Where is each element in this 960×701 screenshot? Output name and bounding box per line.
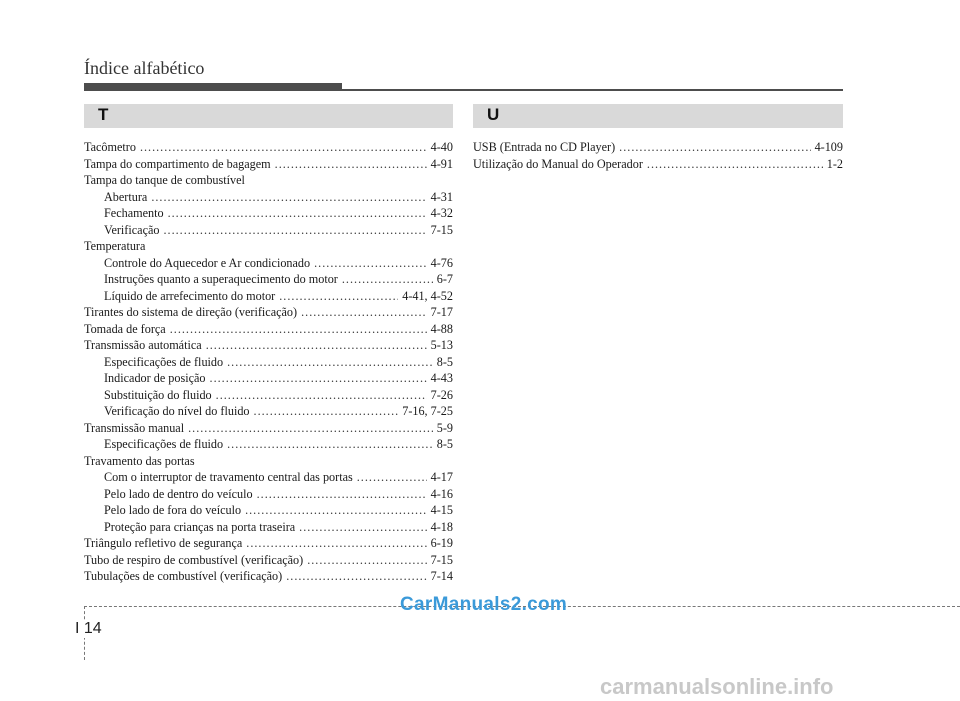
index-entry <box>84 553 453 570</box>
section-letter-u: U <box>487 105 500 124</box>
index-page-ref: 5-9 <box>436 420 453 435</box>
index-term: Tampa do compartimento de bagagem <box>84 156 271 171</box>
dot-leader <box>188 421 433 436</box>
index-term: Tampa do tanque de combustível <box>84 173 245 187</box>
dot-leader <box>342 272 433 287</box>
index-page-ref: 4-17 <box>430 470 453 484</box>
page-title: Índice alfabético <box>84 58 205 78</box>
index-subentry <box>84 404 453 421</box>
index-term: Fechamento <box>104 206 164 220</box>
index-page-ref: 7-15 <box>430 552 453 567</box>
index-entry <box>84 322 453 339</box>
index-subentry <box>84 388 453 405</box>
dot-leader <box>619 140 810 155</box>
index-entry <box>84 157 453 174</box>
index-page-ref: 4-32 <box>430 206 453 220</box>
dot-leader <box>227 355 433 370</box>
index-subentry <box>84 256 453 273</box>
dot-leader <box>163 223 426 238</box>
index-page-ref: 4-76 <box>430 255 453 270</box>
index-term: Transmissão manual <box>84 420 185 435</box>
dot-leader <box>647 157 823 172</box>
dot-leader <box>257 487 427 502</box>
dot-leader <box>314 256 427 271</box>
dot-leader <box>140 140 427 155</box>
index-subentry <box>84 371 453 388</box>
index-page-ref: 4-31 <box>430 189 453 204</box>
index-term: Proteção para crianças na porta traseira <box>104 519 296 534</box>
index-term: Tacômetro <box>84 140 136 154</box>
index-subentry <box>84 437 453 454</box>
header-rule <box>342 89 843 91</box>
index-entry <box>84 338 453 355</box>
dot-leader <box>286 569 426 584</box>
index-term: Com o interruptor de travamento central das portas <box>104 470 353 484</box>
index-term: USB (Entrada no CD Player) <box>473 140 616 154</box>
index-page-ref: 4-41, 4-52 <box>402 288 453 303</box>
dot-leader <box>227 437 433 452</box>
index-entry <box>84 239 453 256</box>
dot-leader <box>254 404 399 419</box>
dot-leader <box>279 289 398 304</box>
section-letter-t: T <box>98 105 109 124</box>
dot-leader <box>216 388 427 403</box>
dot-leader <box>170 322 427 337</box>
page-number: I 14 <box>75 620 102 637</box>
index-entry <box>84 305 453 322</box>
index-entry <box>84 569 453 586</box>
index-term: Verificação <box>104 222 160 237</box>
index-term: Tubo de respiro de combustível (verificação) <box>84 552 304 567</box>
index-page-ref: 4-16 <box>430 486 453 501</box>
dot-leader <box>245 503 427 518</box>
index-term: Pelo lado de fora do veículo <box>104 503 242 517</box>
header-bar <box>84 83 342 91</box>
index-entry <box>84 454 453 471</box>
index-page-ref: 7-14 <box>430 569 453 583</box>
index-term: Utilização do Manual do Operador <box>473 156 643 171</box>
dot-leader <box>357 470 427 485</box>
section-header-u <box>473 104 843 128</box>
index-page-ref: 7-26 <box>430 387 453 402</box>
index-term: Especificações de fluido <box>104 354 224 369</box>
index-entry <box>84 173 453 190</box>
index-entry <box>473 157 843 174</box>
index-subentry <box>84 520 453 537</box>
index-term: Transmissão automática <box>84 338 202 352</box>
index-entry <box>84 536 453 553</box>
dot-leader <box>301 305 427 320</box>
index-page-ref: 7-15 <box>430 222 453 237</box>
index-page-ref: 1-2 <box>826 156 843 171</box>
dot-leader <box>307 553 426 568</box>
index-subentry <box>84 190 453 207</box>
dot-leader <box>299 520 426 535</box>
index-term: Pelo lado de dentro do veículo <box>104 486 253 501</box>
index-page-ref: 4-88 <box>430 321 453 336</box>
index-term: Líquido de arrefecimento do motor <box>104 288 276 303</box>
index-page-ref: 6-19 <box>430 536 453 550</box>
index-page-ref: 5-13 <box>430 338 453 352</box>
index-term: Controle do Aquecedor e Ar condicionado <box>104 255 311 270</box>
index-page-ref: 4-109 <box>814 140 843 154</box>
dot-leader <box>151 190 426 205</box>
index-entry <box>84 140 453 157</box>
dot-leader <box>275 157 427 172</box>
index-page-ref: 4-91 <box>430 156 453 171</box>
index-entry <box>84 421 453 438</box>
index-term: Travamento das portas <box>84 453 195 468</box>
index-page-ref: 4-18 <box>430 519 453 534</box>
index-term: Triângulo refletivo de segurança <box>84 536 243 550</box>
index-entry <box>473 140 843 157</box>
index-term: Tubulações de combustível (verificação) <box>84 569 283 583</box>
index-term: Instruções quanto a superaquecimento do motor <box>104 272 338 286</box>
dot-leader <box>168 206 427 221</box>
index-term: Temperatura <box>84 239 146 253</box>
index-page-ref: 6-7 <box>436 272 453 286</box>
index-column-left <box>84 140 453 586</box>
index-subentry <box>84 355 453 372</box>
index-term: Especificações de fluido <box>104 437 224 451</box>
index-page-ref: 4-43 <box>430 371 453 385</box>
dot-leader <box>246 536 426 551</box>
index-term: Tomada de força <box>84 321 166 336</box>
index-subentry <box>84 223 453 240</box>
index-term: Indicador de posição <box>104 371 206 385</box>
index-term: Substituição do fluido <box>104 387 212 402</box>
index-subentry <box>84 487 453 504</box>
index-subentry <box>84 272 453 289</box>
watermark-link[interactable]: CarManuals2.com <box>400 594 568 615</box>
index-page-ref: 4-15 <box>430 503 453 517</box>
index-term: Abertura <box>104 189 148 204</box>
watermark-footer: carmanualsonline.info <box>600 674 834 699</box>
dot-leader <box>206 338 427 353</box>
index-page-ref: 7-16, 7-25 <box>402 404 453 418</box>
index-page-ref: 4-40 <box>430 140 453 154</box>
index-subentry <box>84 503 453 520</box>
index-column-right <box>473 140 843 173</box>
index-page-ref: 7-17 <box>430 305 453 319</box>
index-page-ref: 8-5 <box>436 437 453 451</box>
dot-leader <box>210 371 427 386</box>
index-subentry <box>84 206 453 223</box>
section-header-t <box>84 104 453 128</box>
index-page-ref: 8-5 <box>436 354 453 369</box>
index-subentry <box>84 289 453 306</box>
index-subentry <box>84 470 453 487</box>
index-term: Verificação do nível do fluido <box>104 404 250 418</box>
index-term: Tirantes do sistema de direção (verificação) <box>84 305 298 319</box>
